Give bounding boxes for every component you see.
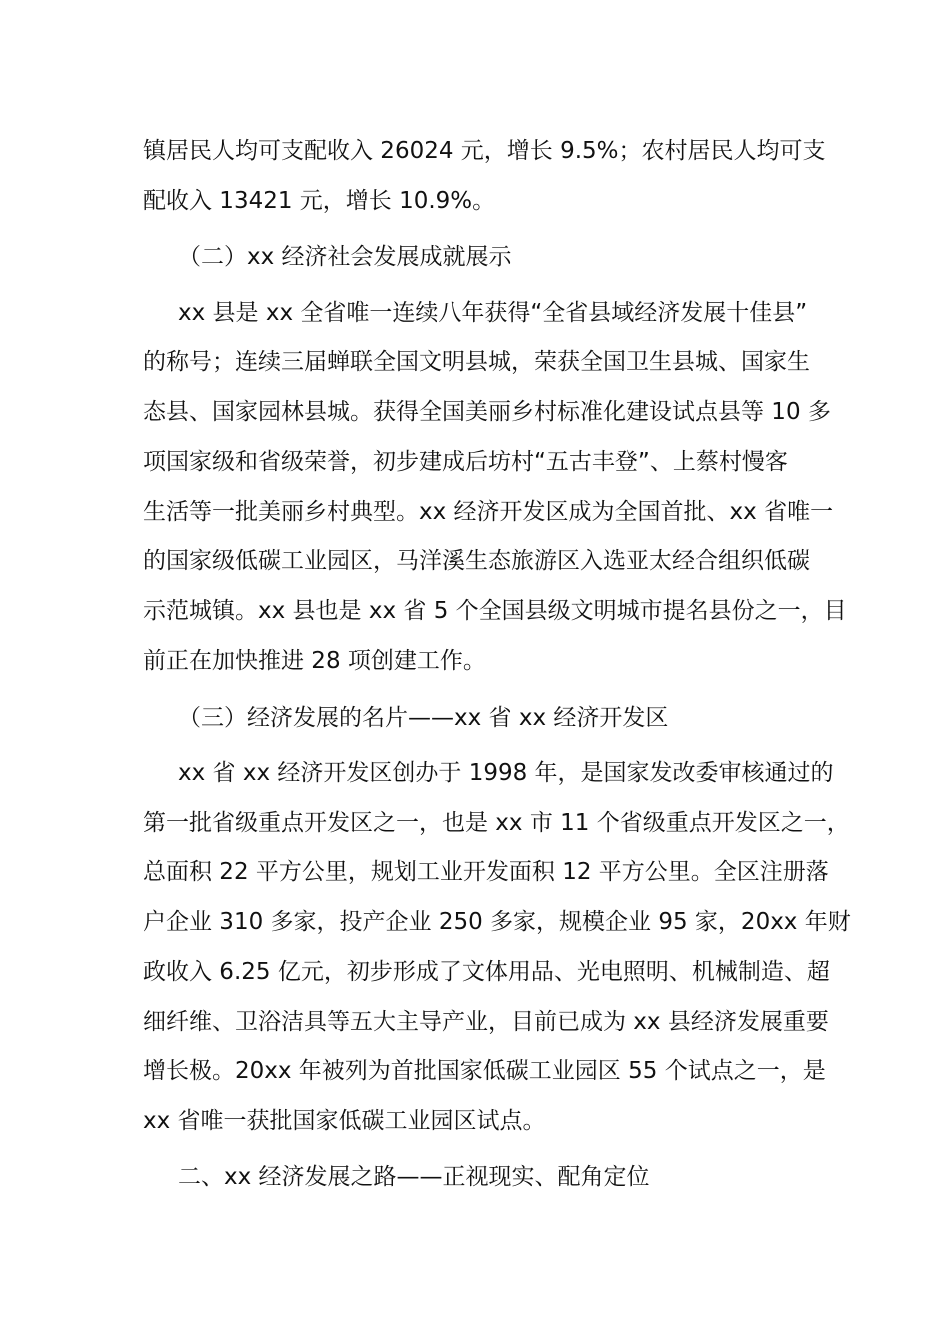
paragraph-line: 示范城镇。xx 县也是 xx 省 5 个全国县级文明城市提名县份之一，目: [143, 598, 847, 624]
paragraph-line: 增长极。20xx 年被列为首批国家低碳工业园区 55 个试点之一，是: [143, 1058, 826, 1084]
paragraph-line: xx 省 xx 经济开发区创办于 1998 年，是国家发改委审核通过的: [178, 760, 834, 786]
paragraph-line: 前正在加快推进 28 项创建工作。: [143, 648, 486, 674]
paragraph-line: 户企业 310 多家，投产企业 250 多家，规模企业 95 家，20xx 年财: [143, 909, 851, 935]
paragraph-line: 第一批省级重点开发区之一，也是 xx 市 11 个省级重点开发区之一，: [143, 810, 850, 836]
section-heading: （二）xx 经济社会发展成就展示: [178, 244, 512, 270]
paragraph-line: 细纤维、卫浴洁具等五大主导产业，目前已成为 xx 县经济发展重要: [143, 1009, 829, 1035]
paragraph-line: xx 省唯一获批国家低碳工业园区试点。: [143, 1108, 546, 1134]
paragraph-line: 生活等一批美丽乡村典型。xx 经济开发区成为全国首批、xx 省唯一: [143, 499, 834, 525]
chapter-heading: 二、xx 经济发展之路——正视现实、配角定位: [178, 1164, 650, 1190]
paragraph-line: 的称号；连续三届蝉联全国文明县城，荣获全国卫生县城、国家生: [143, 349, 810, 375]
paragraph-line: xx 县是 xx 全省唯一连续八年获得“全省县域经济发展十佳县”: [178, 300, 808, 326]
paragraph-line: 镇居民人均可支配收入 26024 元，增长 9.5%；农村居民人均可支: [143, 138, 826, 164]
paragraph-line: 的国家级低碳工业园区，马洋溪生态旅游区入选亚太经合组织低碳: [143, 548, 810, 574]
paragraph-line: 项国家级和省级荣誉，初步建成后坊村“五古丰登”、上蔡村慢客: [143, 449, 788, 475]
paragraph-line: 政收入 6.25 亿元，初步形成了文体用品、光电照明、机械制造、超: [143, 959, 830, 985]
paragraph-line: 总面积 22 平方公里，规划工业开发面积 12 平方公里。全区注册落: [143, 859, 829, 885]
paragraph-line: 态县、国家园林县城。获得全国美丽乡村标准化建设试点县等 10 多: [143, 399, 831, 425]
section-heading: （三）经济发展的名片——xx 省 xx 经济开发区: [178, 705, 669, 731]
paragraph-line: 配收入 13421 元，增长 10.9%。: [143, 188, 496, 214]
